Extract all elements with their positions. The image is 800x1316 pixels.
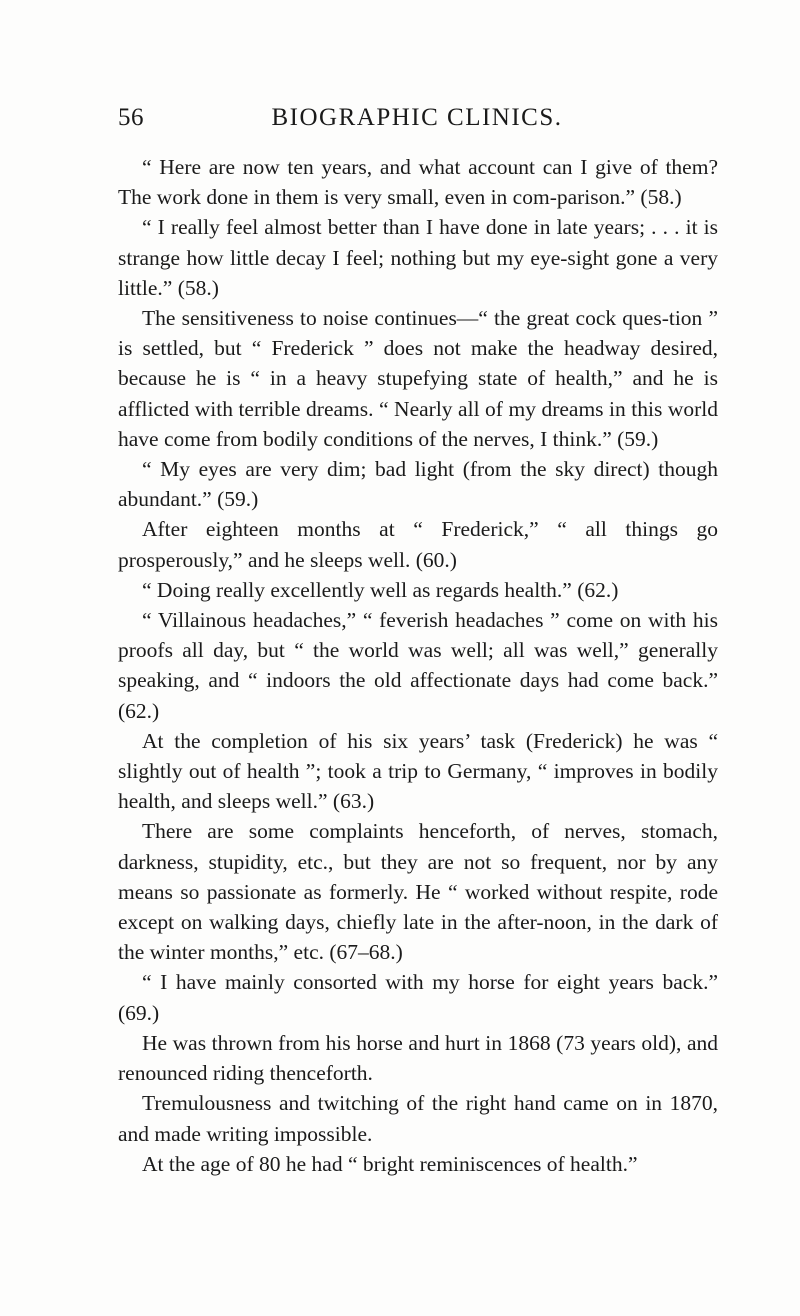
paragraph: At the completion of his six years’ task (Frederick) he was “ slightly out of health ”; took a trip to Germany, “ improves in bodily health, and sleeps well.” (63.) [118,728,718,814]
running-title: BIOGRAPHIC CLINICS. [271,104,563,131]
paragraph: There are some complaints henceforth, of nerves, stomach, darkness, stupidity, etc., but they are not so frequent, nor by any means so passionate as formerly. He “ worked without respite, rode except on walking days, chiefly late in the after-noon, in the dark of the winter months,” etc. (67–68.) [118,819,718,965]
paragraph: “ Villainous headaches,” “ feverish headaches ” come on with his proofs all day, but “ the world was well; all was well,” generally speaking, and “ indoors the old affectionate days had come back.” (62.) [118,608,718,723]
running-head [118,104,716,140]
paragraph: “ Doing really excellently well as regards health.” (62.) [142,577,619,602]
paragraph: “ Here are now ten years, and what account can I give of them? The work done in them is very small, even in com-parison.” (58.) [118,155,718,210]
paragraph: Tremulousness and twitching of the right hand came on in 1870, and made writing impossible. [118,1091,718,1146]
paragraph: At the age of 80 he had “ bright reminiscences of health.” [142,1151,638,1176]
body-text [118,152,718,1179]
paragraph: “ My eyes are very dim; bad light (from the sky direct) though abundant.” (59.) [118,457,718,512]
page-number: 56 [118,104,144,131]
paragraph: He was thrown from his horse and hurt in 1868 (73 years old), and renounced riding thenceforth. [118,1030,718,1086]
paragraph: After eighteen months at “ Frederick,” “ all things go prosperously,” and he sleeps well. (60.) [118,517,718,572]
paragraph: The sensitiveness to noise continues—“ the great cock ques-tion ” is settled, but “ Frederick ” does not make the headway desired, because he is “ in a heavy stupefying state of health,” and he is afflicted with terrible dreams. “ Nearly all of my dreams in this world have come from bodily conditions of the nerves, I think.” (59.) [118,306,718,451]
paragraph: “ I really feel almost better than I have done in late years; . . . it is strange how little decay I feel; nothing but my eye-sight gone a very little.” (58.) [118,215,718,300]
paragraph: “ I have mainly consorted with my horse for eight years back.” (69.) [118,970,718,1025]
